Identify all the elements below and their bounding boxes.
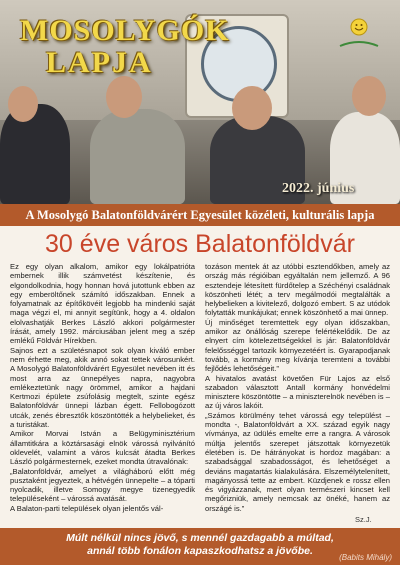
person-1-head bbox=[8, 86, 38, 122]
paragraph: Amikor Morvai István a Belügyminisztérium államtitkára a köztársasági elnök várossá nyilvánító oklevelét, valamint a város kulcsát átadta Berkes László polgármesternek, ezeket mondta útravalónak: bbox=[10, 429, 195, 467]
person-3-head bbox=[232, 86, 272, 130]
quote-line-2: annál több fonálon kapaszkodhatsz a jövőbe. bbox=[87, 545, 313, 557]
paragraph: „Balatonföldvár, amelyet a világháború előtt még pusztaként jegyeztek, a hétvégén ünnepelte – a tóparti nyolcadik, illetve Somogy megye tizenegyedik településeként – várossá avatását. bbox=[10, 466, 195, 504]
footer-quote-band bbox=[0, 528, 400, 565]
article-column-right bbox=[205, 262, 390, 524]
paragraph: A Balaton-parti települések olyan jelentős vál- bbox=[10, 503, 164, 513]
person-2 bbox=[90, 109, 185, 204]
paragraph: „Számos körülmény tehet várossá egy települést – mondta -, Balatonföldvárt a XX. század egyik nagy vívmánya, az üdülés emelte erre a rangra. A városok múltja jelentős szerepet játszottak környezetük életében is. De hátrányokat is hordoz magában: a szabadsággal szabadosságot, és lehetőséget a deviáns magatartás kialakulására. Elszemélytelenített, magányossá tette az embert. Küzdjenek e rossz ellen és vigyázzanak, mert olyan természeri kincset kell megőrizniük, amely nemcsak az önéké, hanem az országé is.” bbox=[205, 410, 390, 513]
paragraph: Új minőséget teremtettek egy olyan időszakban, amikor az önállóság szerepe felértékelődik. De az elnyert cím kötelezettségekkel is jár: Balatonföldvár felelősséggel tartozik környezetéért is. Gyarapodjanak tovább, a kormány meg kívánja teremteni a további fejlődés lehetőségeit.” bbox=[205, 317, 390, 374]
article-column-left bbox=[10, 262, 195, 524]
cover-photo bbox=[0, 0, 400, 204]
masthead-title-line1: MOSOLYGÓK bbox=[20, 14, 230, 47]
article-body bbox=[10, 262, 390, 524]
person-2-head bbox=[106, 76, 142, 118]
smiling-flower-logo-icon bbox=[330, 16, 388, 56]
author-signature: Sz.J. bbox=[355, 515, 372, 524]
article-headline: 30 éve város Balatonföldvár bbox=[45, 230, 355, 258]
person-1 bbox=[0, 104, 70, 204]
issue-date: 2022. június bbox=[282, 181, 355, 196]
person-4-head bbox=[352, 76, 386, 116]
tagline-band: A Mosolygó Balatonföldvárért Egyesület közéleti, kulturális lapja bbox=[0, 204, 400, 226]
paragraph: Ez egy olyan alkalom, amikor egy lokálpatrióta embernek illik számvetést készítenie, és elgondolkodnia, hogy honnan hová jutottunk ebben az egy emberöltőnek számító időszakban. Ennek a folyamatnak az építőkövéit legjobb ha mindenki saját maga végzi el, mi annyit segítünk, hogy a 4. oldalon elolvashatják Berkes László akkori polgármester írását, amely 1992. márciusában jelent meg a szép emlékű Földvár Hírekben. bbox=[10, 262, 195, 346]
paragraph: Sajnos ezt a születésnapot sok olyan kiváló ember nem érhette meg, akik annó sokat tettek városunkért. A Mosolygó Balatonföldvárért Egyesület nevében itt és most arra az ünnepélyes napra, nagyobra emlékeztetünk nagy örömmel, amikor a hajdani Kertmozi épülete zsúfolásig megtelt, szinte egész Balatonföldvár ünnepi lázban égett. Fellobogózott utcák, zenés ébresztők köszöntötték a helybelieket, és a turistákat. bbox=[10, 345, 195, 430]
paragraph: tozáson mentek át az utóbbi esztendőkben, amely az ország más régióiban egyáltalán nem jellemző. A 96 esztendeje létesített fürdőtelep a Széchényi családnak köszönheti létét; a terv megálmodói megtalálták a helybelieken a kivitelező, dolgozó embert. S az utódok folytatták munkájukat; ennek köszönhető a mai ünnep. bbox=[205, 262, 390, 318]
paragraph: A hivatalos avatást követően Für Lajos az első szabadon választott Antall kormány honvédelmi minisztere köszöntötte – a miniszterelnök nevében is – az új város lakóit. bbox=[205, 373, 390, 411]
quote-author: (Babits Mihály) bbox=[339, 553, 392, 562]
masthead-title-line2: LAPJA bbox=[46, 46, 153, 79]
quote-line-1: Múlt nélkül nincs jövő, s mennél gazdagabb a múltad, bbox=[66, 532, 334, 544]
